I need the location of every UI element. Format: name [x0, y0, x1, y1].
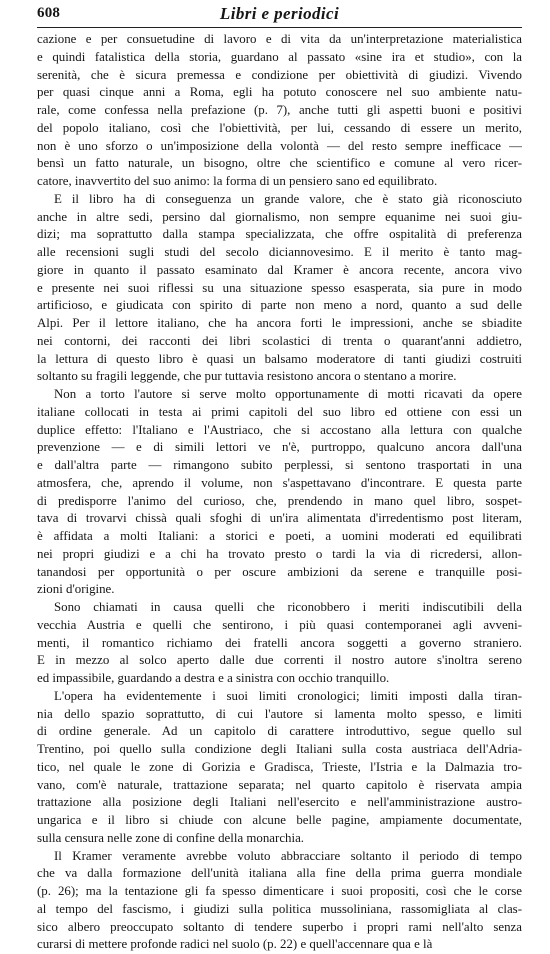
text-line: E in mezzo al solco aperto dalle due correnti il nostro autore s'inoltra sereno: [37, 652, 522, 670]
paragraph: [37, 31, 522, 191]
text-line: serenità, che è sicura premessa e condizione per obiettività di giudizi. Vivendo: [37, 67, 522, 85]
text-line: vecchia Austria e quelli che sentirono, i più quasi contemporanei agli avveni-: [37, 617, 522, 635]
text-line: prevenzione — e di simili lettori ve n'è, purtroppo, qualcuno ancora dall'una: [37, 439, 522, 457]
text-line: dizi; ma soprattutto dalla stampa specializzata, che offre ospitalità di preferenza: [37, 226, 522, 244]
paragraph: [37, 688, 522, 848]
page-header: [37, 2, 522, 26]
body-text: [37, 31, 522, 954]
text-line: nei contorni, dei racconti dei libri scolastici di trenta o quarant'anni addietro,: [37, 333, 522, 351]
text-line: anche in altre sedi, persino dal giornalismo, non sempre equanime nei suoi giu-: [37, 209, 522, 227]
text-line: al tempo del fascismo, i giudizi sulla politica mussoliniana, rassomigliata al clas-: [37, 901, 522, 919]
text-line: nei propri giudizi e a chi ha trovato presto o tardi la via di ricredersi, allon-: [37, 546, 522, 564]
text-line: E il libro ha di conseguenza un grande valore, che è stato già riconosciuto: [37, 191, 522, 209]
text-line: L'opera ha evidentemente i suoi limiti cronologici; limiti imposti dalla tiran-: [37, 688, 522, 706]
text-line: Alpi. Per il lettore italiano, che ha ancora forti le impressioni, anche se sbiadite: [37, 315, 522, 333]
text-line: Non a torto l'autore si serve molto opportunamente di motti ricavati da opere: [37, 386, 522, 404]
text-line: di predisporre l'animo del curioso, che, prendendo in mano quel libro, sospet-: [37, 493, 522, 511]
text-line: catore, inavvertito del suo animo: la forma di un pensiero sano ed equilibrato.: [37, 173, 522, 191]
text-line: trattazione alla posizione degli Italiani nell'esercito e nell'amministrazione austro-: [37, 794, 522, 812]
text-line: soltanto su fragili leggende, che pur tuttavia resistono ancora o stentano a morire.: [37, 368, 522, 386]
text-line: che va dalla formazione dell'unità italiana alla fine della prima guerra mondiale: [37, 865, 522, 883]
paragraph: [37, 386, 522, 599]
text-line: tico, nel quale le zone di Gorizia e Gradisca, Trieste, l'Istria e la Dalmazia tro-: [37, 759, 522, 777]
text-line: rale, come confessa nella prefazione (p. 7), anche tutti gli aspetti buoni e positivi: [37, 102, 522, 120]
header-rule: [37, 27, 522, 28]
text-line: menti, il romantico richiamo dei fratelli ancora soggetti a governo straniero.: [37, 635, 522, 653]
text-line: di ordine generale. Ad un capitolo di carattere introduttivo, segue quello sul: [37, 723, 522, 741]
text-line: tava di trovarvi chissà quali sfoghi di un'ira alimentata d'irredentismo post literam,: [37, 510, 522, 528]
text-line: tanandosi per opportunità o per oscure ambizioni da serene e tranquille posi-: [37, 564, 522, 582]
text-line: sulla censura nelle zone di confine della monarchia.: [37, 830, 522, 848]
text-line: curarsi di mettere profonde radici nel suolo (p. 22) e quell'accennare qua e là: [37, 936, 522, 954]
text-line: Il Kramer veramente avrebbe voluto abbracciare soltanto il periodo di tempo: [37, 848, 522, 866]
text-line: vano, com'è naturale, trattazione separata; nel quarto capitolo è riservata ampia: [37, 777, 522, 795]
text-line: ed impassibile, guardando a destra e a sinistra con occhio tranquillo.: [37, 670, 522, 688]
paragraph: [37, 191, 522, 386]
text-line: atmosfera, che, aprendo il volume, non s'aspettavano d'incontrare. E questa parte: [37, 475, 522, 493]
text-line: sico albero preoccupato soltanto di tendere superbo i propri rami nell'alto senza: [37, 919, 522, 937]
text-line: giore in quanto il passato esaminato dal Kramer è ancora recente, ancora vivo: [37, 262, 522, 280]
text-line: artificioso, e giudicata con spirito di parte non meno a nord, quanto a sud delle: [37, 297, 522, 315]
text-line: per quasi cinque anni a Roma, egli ha potuto conoscere nel suo ambiente natu-: [37, 84, 522, 102]
paragraph: [37, 599, 522, 688]
text-line: ungarica e il libro si chiude con alcune belle pagine, ampiamente documentate,: [37, 812, 522, 830]
text-line: italiane collocati in testa ai primi capitoli del suo libro ed ottiene con essi un: [37, 404, 522, 422]
text-line: e dall'altra parte — rimangono subito perplessi, si sentono trasportati in una: [37, 457, 522, 475]
text-line: e presente nei suoi riflessi su una situazione spesso esasperata, sia pure in modo: [37, 280, 522, 298]
text-line: alle recensioni sugli studi del secolo diciannovesimo. E il merito è tanto mag-: [37, 244, 522, 262]
text-line: zioni d'origine.: [37, 581, 522, 599]
text-line: nia dello spazio soprattutto, di cui l'autore si lamenta molto spesso, e limiti: [37, 706, 522, 724]
text-line: non è uno sforzo o un'imposizione della volontà — del resto sempre inefficace —: [37, 138, 522, 156]
paragraph: [37, 848, 522, 954]
text-line: la lettura di questo libro è quasi un balsamo moderatore di tanti giudizi costruiti: [37, 351, 522, 369]
page-number: 608: [37, 5, 60, 22]
text-line: Trentino, poi quello sulla condizione degli Italiani sulla costa austriaca dell'Adria-: [37, 741, 522, 759]
text-line: Sono chiamati in causa quelli che riconobbero i meriti indiscutibili della: [37, 599, 522, 617]
text-line: (p. 26); ma la tentazione gli fa spesso dimenticare i suoi propositi, così che le corse: [37, 883, 522, 901]
text-line: duplice effetto: l'Italiano e l'Austriaco, che si accostano alla lettura con qualche: [37, 422, 522, 440]
text-line: cazione e per consuetudine di lavoro e di vita da un'interpretazione materialistica: [37, 31, 522, 49]
text-line: bensì un fatto naturale, un bisogno, oltre che scientifico e comune al vero ricer-: [37, 155, 522, 173]
text-line: e quindi fatalistica della storia, guardano al passato «sine ira et studio», con la: [37, 49, 522, 67]
text-line: del popolo italiano, così che l'obiettività, per lui, cessando di essere un merito,: [37, 120, 522, 138]
running-title: Libri e periodici: [37, 4, 522, 24]
text-line: è affidata a molti Italiani: a storici e poeti, a uomini moderati ed equilibrati: [37, 528, 522, 546]
